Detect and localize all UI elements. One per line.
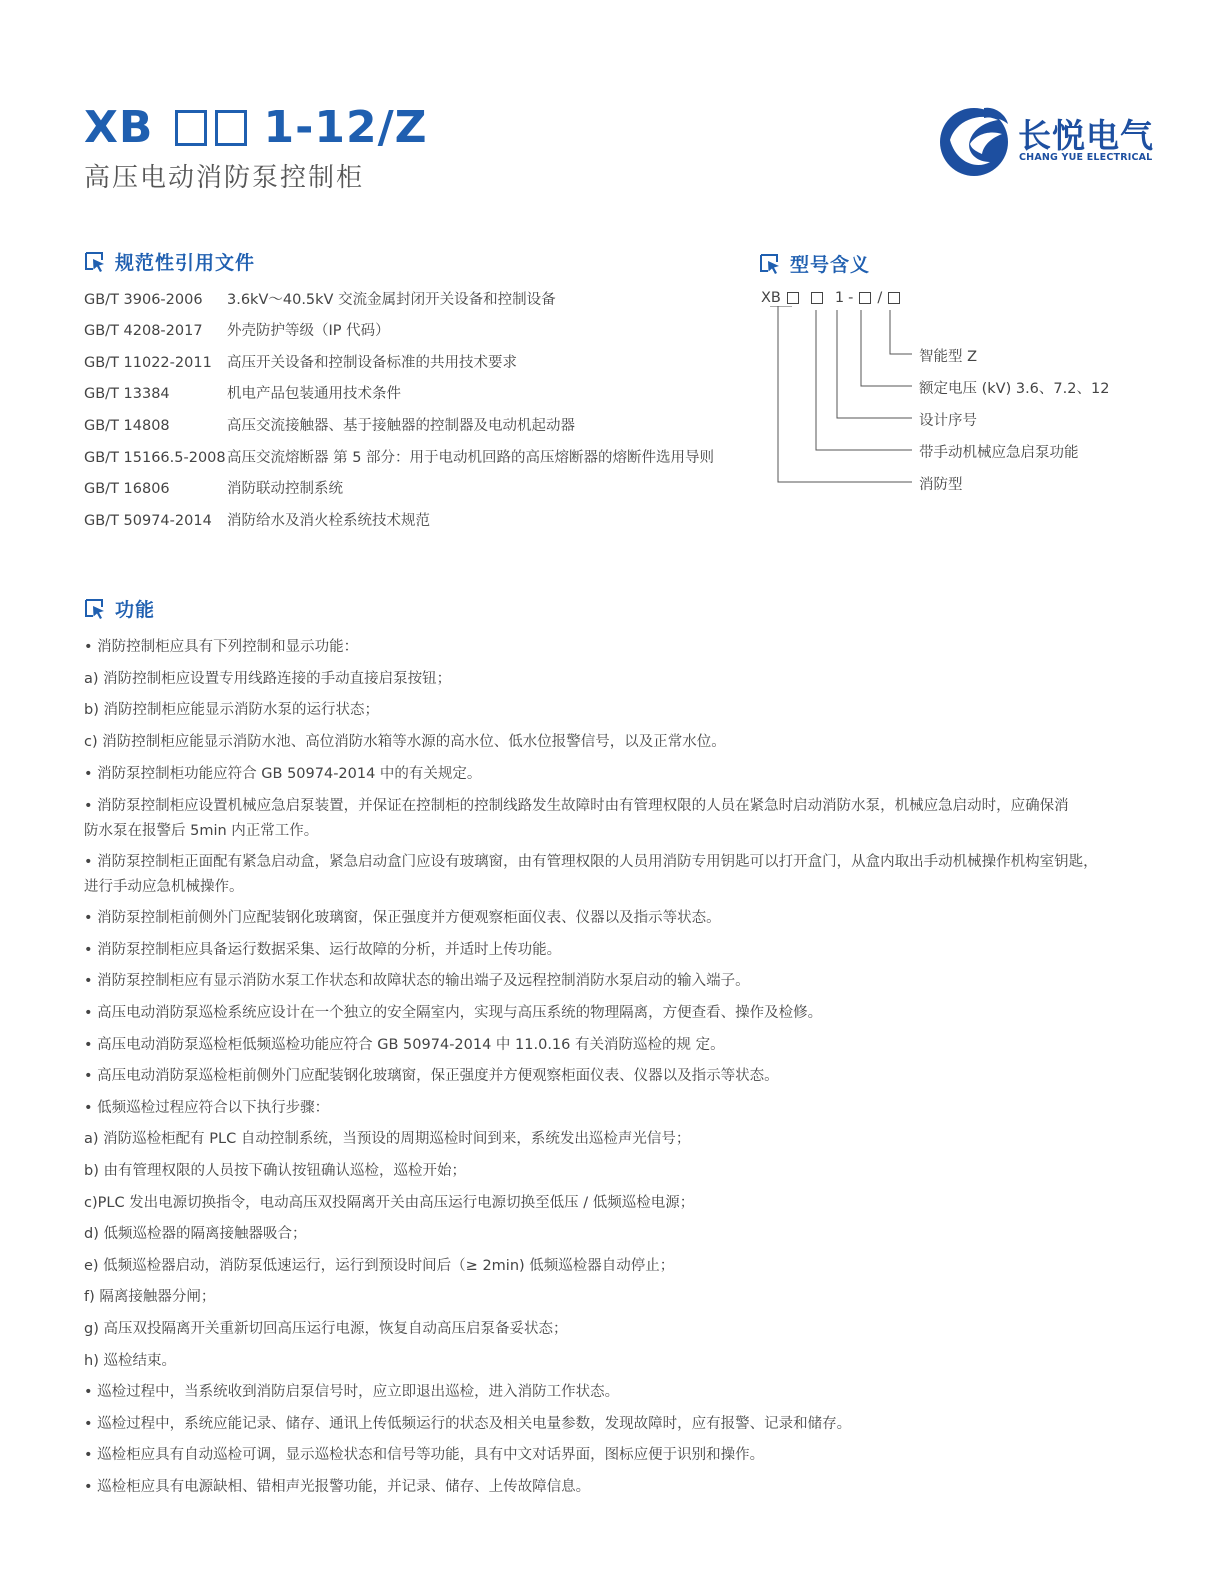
function-line: e) 低频巡检器启动，消防泵低速运行，运行到预设时间后（≥ 2min) 低频巡检器自动停止； (84, 1258, 675, 1274)
title-box-2 (215, 110, 247, 146)
model-code-prefix: XB (761, 290, 781, 306)
function-line: • 消防泵控制柜应有显示消防水泵工作状态和故障状态的输出端子及远程控制消防水泵启动的输入端子。 (84, 973, 750, 989)
functions-heading (84, 595, 155, 622)
function-line: a) 消防控制柜应设置专用线路连接的手动直接启泵按钮； (84, 671, 452, 687)
product-title (84, 103, 428, 153)
model-box (811, 292, 823, 304)
function-line: c)PLC 发出电源切换指令，电动高压双投隔离开关由高压运行电源切换至低压 / 低频巡检电源； (84, 1195, 695, 1211)
function-line: d) 低频巡检器的隔离接触器吸合； (84, 1226, 307, 1242)
function-line: • 消防泵控制柜功能应符合 GB 50974-2014 中的有关规定。 (84, 766, 482, 782)
standard-code: GB/T 16806 (84, 481, 170, 497)
function-line: • 消防泵控制柜应具备运行数据采集、运行故障的分析，并适时上传功能。 (84, 942, 562, 958)
function-line: b) 消防控制柜应能显示消防水泵的运行状态； (84, 702, 379, 718)
model-label-fire: 消防型 (919, 477, 963, 493)
standard-name: 高压交流接触器、基于接触器的控制器及电动机起动器 (227, 418, 575, 434)
standard-name: 消防给水及消火栓系统技术规范 (227, 513, 430, 529)
function-line: • 消防泵控制柜正面配有紧急启动盒，紧急启动盒门应设有玻璃窗，由有管理权限的人员用消防专用钥匙可以打开盒门，从盒内取出手动机械操作机构室钥匙， (84, 854, 1098, 870)
standard-row (84, 384, 401, 404)
standard-row (84, 448, 714, 468)
function-line: • 巡检柜应具有电源缺相、错相声光报警功能，并记录、储存、上传故障信息。 (84, 1479, 591, 1495)
logo-name-en: CHANG YUE ELECTRICAL (1019, 152, 1153, 163)
model-box (787, 292, 799, 304)
standard-name: 外壳防护等级（IP 代码） (227, 323, 390, 339)
model-code (759, 290, 904, 306)
function-line: • 消防泵控制柜前侧外门应配装钢化玻璃窗，保正强度并方便观察柜面仪表、仪器以及指示等状态。 (84, 910, 721, 926)
title-prefix: XB (84, 102, 154, 153)
function-line: • 高压电动消防泵巡检系统应设计在一个独立的安全隔室内，实现与高压系统的物理隔离，方便查看、操作及检修。 (84, 1005, 823, 1021)
model-title: 型号含义 (790, 254, 871, 276)
standard-code: GB/T 13384 (84, 386, 170, 402)
model-connector-lines (770, 306, 930, 496)
function-line: g) 高压双投隔离开关重新切回高压运行电源，恢复自动高压启泵备妥状态； (84, 1321, 568, 1337)
model-label-voltage: 额定电压 (kV) 3.6、7.2、12 (919, 381, 1110, 397)
standard-code: GB/T 11022-2011 (84, 355, 212, 371)
model-label-design: 设计序号 (919, 413, 977, 429)
standard-code: GB/T 50974-2014 (84, 513, 212, 529)
function-line: • 消防泵控制柜应设置机械应急启泵装置，并保证在控制柜的控制线路发生故障时由有管理权限的人员在紧急时启动消防水泵，机械应急启动时，应确保消 (84, 798, 1069, 814)
function-line: • 消防控制柜应具有下列控制和显示功能： (84, 639, 359, 655)
standard-row (84, 321, 390, 341)
eagle-logo-icon (936, 100, 1016, 180)
function-line: • 巡检柜应具有自动巡检可调，显示巡检状态和信号等功能，具有中文对话界面，图标应便于识别和操作。 (84, 1447, 765, 1463)
function-line: f) 隔离接触器分闸； (84, 1289, 216, 1305)
standard-code: GB/T 4208-2017 (84, 323, 203, 339)
standard-code: GB/T 14808 (84, 418, 170, 434)
function-line: • 高压电动消防泵巡检柜前侧外门应配装钢化玻璃窗，保正强度并方便观察柜面仪表、仪器以及指示等状态。 (84, 1068, 779, 1084)
standard-code: GB/T 15166.5-2008 (84, 450, 226, 466)
title-box-1 (175, 110, 207, 146)
standard-row (84, 416, 575, 436)
function-line: • 高压电动消防泵巡检柜低频巡检功能应符合 GB 50974-2014 中 11.0.16 有关消防巡检的规 定。 (84, 1037, 725, 1053)
standard-row (84, 479, 343, 499)
model-box (859, 292, 871, 304)
standard-row (84, 511, 430, 531)
product-subtitle: 高压电动消防泵控制柜 (84, 163, 365, 193)
model-code-dash: - (848, 290, 854, 306)
function-line: • 巡检过程中，系统应能记录、储存、通讯上传低频运行的状态及相关电量参数，发现故障时，应有报警、记录和储存。 (84, 1416, 852, 1432)
standard-name: 消防联动控制系统 (227, 481, 343, 497)
model-label-manual: 带手动机械应急启泵功能 (919, 445, 1079, 461)
cursor-box-icon (84, 251, 106, 273)
title-placeholder-boxes (171, 110, 251, 146)
standard-row (84, 290, 556, 310)
function-line: 进行手动应急机械操作。 (84, 879, 244, 895)
function-line: • 低频巡检过程应符合以下执行步骤： (84, 1100, 330, 1116)
function-line: a) 消防巡检柜配有 PLC 自动控制系统，当预设的周期巡检时间到来，系统发出巡检声光信号； (84, 1131, 691, 1147)
function-line: c) 消防控制柜应能显示消防水池、高位消防水箱等水源的高水位、低水位报警信号，以及正常水位。 (84, 734, 726, 750)
function-line: b) 由有管理权限的人员按下确认按钮确认巡检，巡检开始； (84, 1163, 466, 1179)
logo-name-cn: 长悦电气 (1018, 116, 1154, 155)
standards-title: 规范性引用文件 (115, 252, 256, 274)
title-suffix: 1-12/Z (263, 102, 428, 153)
standard-name: 高压交流熔断器 第 5 部分：用于电动机回路的高压熔断器的熔断件选用导则 (227, 450, 715, 466)
cursor-box-icon (759, 253, 781, 275)
model-label-z: 智能型 Z (919, 349, 978, 365)
standards-heading (84, 248, 255, 275)
standard-name: 高压开关设备和控制设备标准的共用技术要求 (227, 355, 517, 371)
model-code-mid: 1 (834, 290, 845, 306)
function-line: • 巡检过程中，当系统收到消防启泵信号时，应立即退出巡检，进入消防工作状态。 (84, 1384, 620, 1400)
model-code-slash: / (877, 290, 883, 306)
function-line: 防水泵在报警后 5min 内正常工作。 (84, 823, 319, 839)
functions-title: 功能 (115, 599, 156, 621)
standard-code: GB/T 3906-2006 (84, 292, 203, 308)
standard-name: 机电产品包装通用技术条件 (227, 386, 401, 402)
cursor-box-icon (84, 598, 106, 620)
model-heading (759, 250, 870, 277)
standard-row (84, 353, 517, 373)
function-line: h) 巡检结束。 (84, 1353, 176, 1369)
standard-name: 3.6kV～40.5kV 交流金属封闭开关设备和控制设备 (227, 292, 556, 308)
model-box (888, 292, 900, 304)
